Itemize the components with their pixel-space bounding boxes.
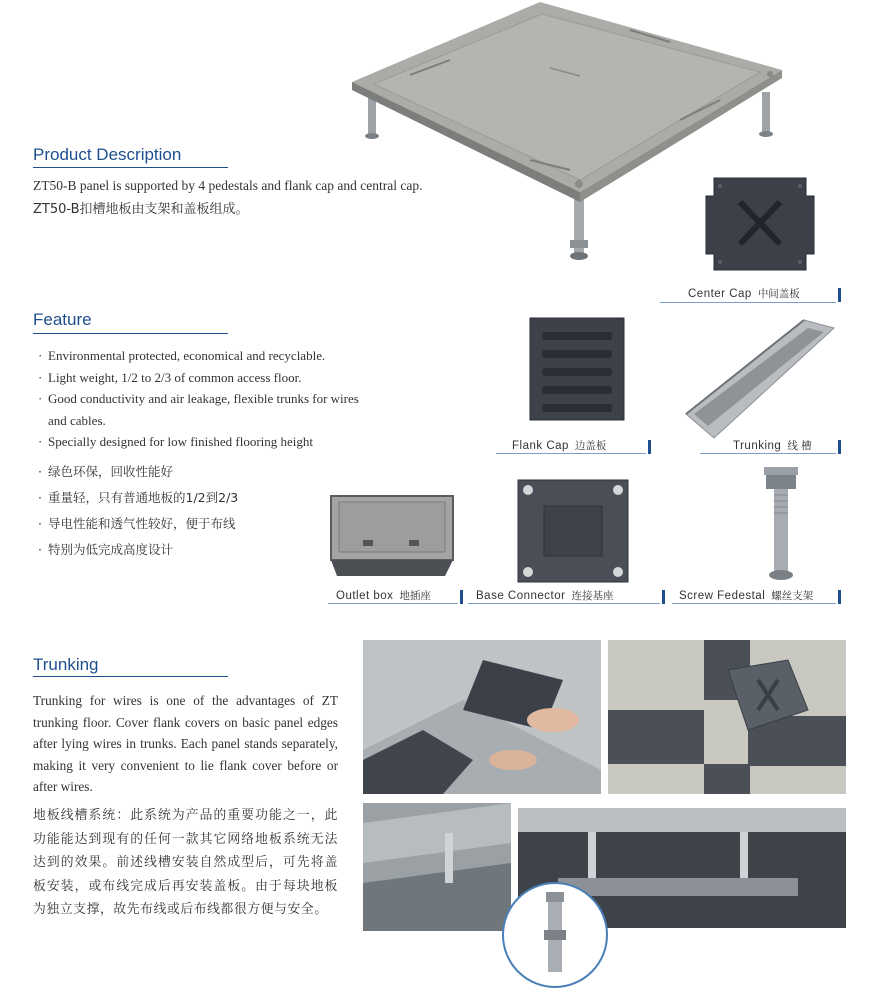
- install-photo-center-cap: [608, 640, 846, 794]
- product-description-underline: [33, 167, 228, 168]
- flank-cap-caption-cn: 边盖板: [574, 440, 607, 452]
- trunking-image: [684, 314, 839, 444]
- center-cap-caption-cn: 中间盖板: [757, 288, 800, 300]
- feature-list-en: [38, 345, 383, 453]
- product-description-text-cn: ZT50-B扣槽地板由支架和盖板组成。: [33, 202, 249, 217]
- feature-item-en: · Environmental protected, economical and recyclable.: [38, 348, 326, 363]
- flank-cap-caption: [512, 438, 606, 453]
- base-connector-caption: [476, 588, 613, 603]
- base-connector-bar: [662, 590, 665, 604]
- outlet-box-bar: [460, 590, 463, 604]
- flank-cap-line: [496, 453, 646, 454]
- trunking-line: [700, 453, 836, 454]
- trunking-caption: [733, 438, 812, 453]
- center-cap-bar: [838, 288, 841, 302]
- feature-list-cn: [38, 459, 338, 563]
- center-cap-caption-en: Center Cap: [688, 288, 752, 300]
- feature-item-en: and cables.: [48, 412, 106, 428]
- product-description-heading: Product Description: [33, 145, 182, 164]
- trunking-text-en: Trunking for wires is one of the advantages of ZT trunking floor. Cover flank covers on basic panel edges after lying wires in trunks. Each panel stands separately, making it very convenient to lie flank cover before or after wires.: [33, 693, 338, 794]
- flank-cap-image: [522, 316, 632, 426]
- feature-item-en: · Specially designed for low finished flooring height: [38, 434, 314, 449]
- screw-pedestal-image: [756, 465, 806, 585]
- feature-item-cn: · 绿色环保，回收性能好: [38, 464, 174, 479]
- center-cap-caption: [688, 286, 800, 301]
- base-connector-caption-cn: 连接基座: [571, 590, 614, 602]
- feature-heading: Feature: [33, 310, 92, 329]
- product-description-text-en: ZT50-B panel is supported by 4 pedestals and flank cap and central cap.: [33, 178, 423, 193]
- install-photo-pedestal-left: [363, 803, 511, 931]
- screw-pedestal-bar: [838, 590, 841, 604]
- pedestal-detail-inset: [500, 880, 610, 990]
- trunking-caption-cn: 线 槽: [787, 440, 812, 452]
- trunking-bar: [838, 440, 841, 454]
- center-cap-image: [700, 172, 820, 276]
- trunking-caption-en: Trunking: [733, 440, 782, 452]
- feature-item-cn: · 导电性能和透气性较好，便于布线: [38, 516, 236, 531]
- outlet-box-line: [328, 603, 458, 604]
- center-cap-line: [660, 302, 836, 303]
- trunking-text-cn: 地板线槽系统：此系统为产品的重要功能之一，此功能能达到现有的任何一款其它网络地板系统无法达到的效果。前述线槽安装自然成型后，可先将盖板安装，或布线完成后再安装盖板。由于每块地板为独立支撑，故先布线或后布线都很方便与安全。: [33, 808, 338, 917]
- flank-cap-caption-en: Flank Cap: [512, 440, 569, 452]
- screw-pedestal-caption: [679, 588, 813, 603]
- base-connector-image: [514, 476, 632, 586]
- outlet-box-caption-en: Outlet box: [336, 590, 394, 602]
- screw-pedestal-line: [672, 603, 836, 604]
- trunking-underline: [33, 676, 228, 677]
- feature-item-cn: · 重量轻，只有普通地板的1/2到2/3: [38, 490, 239, 505]
- base-connector-caption-en: Base Connector: [476, 590, 566, 602]
- outlet-box-image: [323, 490, 461, 578]
- outlet-box-caption: [336, 588, 431, 603]
- install-photo-hands: [363, 640, 601, 794]
- feature-item-en: · Good conductivity and air leakage, flexible trunks for wires: [38, 391, 359, 406]
- flank-cap-bar: [648, 440, 651, 454]
- feature-item-cn: · 特别为低完成高度设计: [38, 542, 174, 557]
- trunking-heading: Trunking: [33, 655, 99, 674]
- feature-item-en: · Light weight, 1/2 to 2/3 of common access floor.: [38, 369, 302, 385]
- base-connector-line: [468, 603, 660, 604]
- outlet-box-caption-cn: 地插座: [399, 590, 431, 602]
- feature-underline: [33, 333, 228, 334]
- screw-pedestal-caption-en: Screw Fedestal: [679, 590, 766, 602]
- screw-pedestal-caption-cn: 螺丝支架: [771, 590, 814, 602]
